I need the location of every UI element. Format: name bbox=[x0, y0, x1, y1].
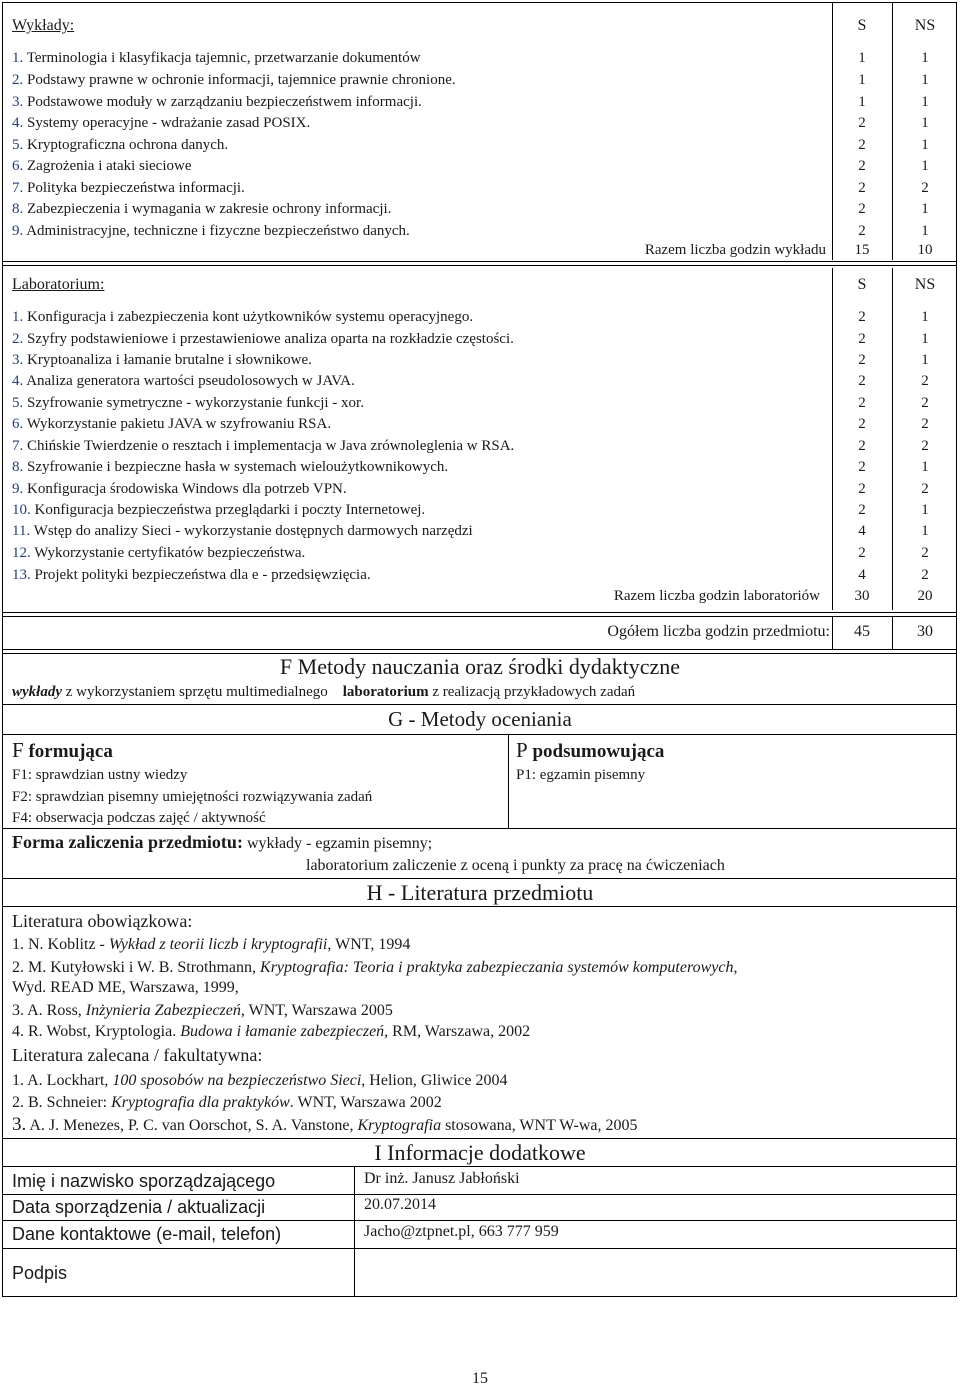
lecture-ns: 1 bbox=[921, 94, 929, 110]
lectures-total-label: Razem liczba godzin wykładu bbox=[644, 242, 826, 258]
lecture-ns: 1 bbox=[921, 223, 929, 239]
lecture-s: 2 bbox=[858, 158, 866, 174]
lab-s: 2 bbox=[858, 373, 866, 389]
optional-item-rest: stosowana, WNT W-wa, 2005 bbox=[441, 1117, 638, 1134]
p-word: podsumowująca bbox=[532, 741, 665, 762]
lab-ns: 2 bbox=[921, 373, 929, 389]
obligatory-item-rest: , RM, Warszawa, 2002 bbox=[384, 1023, 531, 1040]
lecture-ns: 1 bbox=[921, 158, 929, 174]
overall-sep-1 bbox=[832, 616, 833, 649]
lab-row bbox=[12, 394, 364, 412]
obligatory-item-lead: 2. M. Kutyłowski i W. B. Strothmann, bbox=[12, 959, 261, 976]
lab-text: Szyfrowanie symetryczne - wykorzystanie funkcji - xor. bbox=[27, 395, 364, 411]
lab-num: 1. bbox=[12, 309, 24, 325]
obligatory-item-title: Kryptografia: Teoria i praktyka zabezpieczania systemów komputerowych bbox=[260, 959, 734, 976]
lab-total-s: 30 bbox=[854, 588, 870, 604]
lab-text: Konfiguracja i zabezpieczenia kont użytkowników systemu operacyjnego. bbox=[27, 309, 474, 325]
lab-text: Szyfry podstawieniowe i przestawieniowe analiza oparta na rozkładzie częstości. bbox=[27, 331, 514, 347]
obligatory-item-title: Inżynieria Zabezpieczeń bbox=[85, 1002, 241, 1019]
f-item-2: F2: sprawdzian pisemny umiejętności rozwiązywania zadań bbox=[12, 789, 373, 805]
obligatory-item-rest: , bbox=[733, 959, 738, 976]
optional-item-title: 100 sposobów na bezpieczeństwo Sieci bbox=[112, 1072, 362, 1089]
lab-ns: 1 bbox=[921, 523, 929, 539]
lab-ns: 1 bbox=[921, 331, 929, 347]
lect-text: z wykorzystaniem sprzętu multimedialnego bbox=[65, 684, 328, 700]
info-value: 20.07.2014 bbox=[364, 1196, 436, 1213]
lab-ns: 2 bbox=[921, 481, 929, 497]
lab-num: 9. bbox=[12, 481, 24, 497]
forma-line2: laboratorium zaliczenie z oceną i punkty za pracę na ćwiczeniach bbox=[306, 857, 725, 874]
lecture-num: 4. bbox=[12, 115, 24, 131]
lecture-s: 2 bbox=[858, 137, 866, 153]
lab-s: 2 bbox=[858, 438, 866, 454]
lab-ns: 2 bbox=[921, 545, 929, 561]
hline-f bbox=[2, 704, 957, 705]
hline-i2 bbox=[2, 1166, 957, 1167]
lab-s: 4 bbox=[858, 523, 866, 539]
lectures-total-s: 15 bbox=[854, 242, 870, 258]
optional-item bbox=[12, 1115, 637, 1135]
lecture-row bbox=[12, 93, 422, 111]
lab-total-ns: 20 bbox=[917, 588, 933, 604]
lect-key: wykłady bbox=[12, 684, 62, 700]
obligatory-item bbox=[12, 1022, 530, 1041]
lectures-col-ns: NS bbox=[914, 17, 936, 34]
lab-row bbox=[12, 437, 514, 455]
optional-item-lead: A. J. Menezes, P. C. van Oorschot, S. A. Vanstone, bbox=[26, 1117, 358, 1134]
obligatory-item-lead: 4. R. Wobst, Kryptologia. bbox=[12, 1023, 181, 1040]
lab-text: Chińskie Twierdzenie o resztach i implementacja w Java zrównoleglenia w RSA. bbox=[27, 438, 515, 454]
lectures-col-s: S bbox=[857, 17, 867, 34]
lab-row bbox=[12, 544, 305, 562]
lab-s: 2 bbox=[858, 545, 866, 561]
col-sep-4 bbox=[892, 268, 893, 610]
optional-header: Literatura zalecana / fakultatywna: bbox=[12, 1045, 263, 1065]
overall-ns: 30 bbox=[917, 623, 933, 640]
obligatory-item bbox=[12, 958, 942, 977]
lecture-num: 1. bbox=[12, 50, 24, 66]
lab-row bbox=[12, 458, 448, 476]
lecture-text: Systemy operacyjne - wdrażanie zasad POSIX. bbox=[27, 115, 311, 131]
lectures-total-ns: 10 bbox=[917, 242, 933, 258]
optional-item-title: Kryptografia bbox=[357, 1117, 442, 1134]
hline-g2 bbox=[2, 828, 957, 829]
lecture-ns: 1 bbox=[921, 201, 929, 217]
hline-h2 bbox=[2, 906, 957, 907]
optional-item-lead: 1. A. Lockhart, bbox=[12, 1072, 113, 1089]
lab-ns: 2 bbox=[921, 438, 929, 454]
lecture-num: 2. bbox=[12, 72, 24, 88]
lecture-s: 2 bbox=[858, 180, 866, 196]
lab-s: 2 bbox=[858, 352, 866, 368]
lab-ns: 2 bbox=[921, 416, 929, 432]
lab-num: 6. bbox=[12, 416, 24, 432]
info-label: Dane kontaktowe (e-mail, telefon) bbox=[12, 1224, 282, 1244]
i-mid-sep bbox=[354, 1166, 355, 1296]
lecture-row bbox=[12, 222, 410, 240]
lab-total-label: Razem liczba godzin laboratoriów bbox=[613, 588, 820, 604]
lab-row bbox=[12, 501, 425, 519]
lab-row bbox=[12, 566, 371, 584]
lab-num: 2. bbox=[12, 331, 24, 347]
info-label: Podpis bbox=[12, 1263, 68, 1283]
lab-num: 4. bbox=[12, 373, 24, 389]
col-sep-3 bbox=[832, 268, 833, 610]
f-item-1: F1: sprawdzian ustny wiedzy bbox=[12, 767, 188, 783]
optional-item-title: Kryptografia dla praktyków bbox=[111, 1094, 290, 1111]
optional-item-num: 3. bbox=[12, 1114, 27, 1135]
overall-s: 45 bbox=[854, 623, 870, 640]
obligatory-item-lead: Wyd. READ ME, Warszawa, 1999, bbox=[12, 979, 239, 996]
f-word: formująca bbox=[28, 741, 113, 762]
lab-s: 2 bbox=[858, 459, 866, 475]
optional-item bbox=[12, 1093, 442, 1112]
info-value: Dr inż. Janusz Jabłoński bbox=[364, 1170, 520, 1187]
lab-num: 8. bbox=[12, 459, 24, 475]
lab-num: 7. bbox=[12, 438, 24, 454]
lecture-s: 1 bbox=[858, 94, 866, 110]
lecture-s: 1 bbox=[858, 50, 866, 66]
optional-item-rest: , Helion, Gliwice 2004 bbox=[361, 1072, 508, 1089]
lecture-text: Podstawy prawne w ochronie informacji, tajemnice prawnie chronione. bbox=[27, 72, 456, 88]
lecture-row bbox=[12, 114, 310, 132]
lab-s: 4 bbox=[858, 567, 866, 583]
lecture-text: Zabezpieczenia i wymagania w zakresie ochrony informacji. bbox=[27, 201, 392, 217]
section-h-title: H - Literatura przedmiotu bbox=[366, 880, 594, 905]
optional-item-lead: 2. B. Schneier: bbox=[12, 1094, 112, 1111]
lab-col-s: S bbox=[857, 276, 867, 293]
lecture-s: 2 bbox=[858, 115, 866, 131]
lecture-num: 6. bbox=[12, 158, 24, 174]
lab-header: Laboratorium: bbox=[12, 276, 105, 293]
hline-lect-end2 bbox=[2, 265, 957, 266]
hline-i bbox=[2, 1138, 957, 1139]
lecture-ns: 1 bbox=[921, 50, 929, 66]
lecture-ns: 1 bbox=[921, 137, 929, 153]
lecture-ns: 2 bbox=[921, 180, 929, 196]
lab-num: 3. bbox=[12, 352, 24, 368]
lab-text: Konfiguracja bezpieczeństwa przeglądarki i poczty Internetowej. bbox=[34, 502, 426, 518]
summative-header bbox=[516, 739, 664, 763]
obligatory-item-rest: , WNT, Warszawa 2005 bbox=[240, 1002, 393, 1019]
lab-text: Analiza generatora wartości pseudolosowych w JAVA. bbox=[26, 373, 355, 389]
forma-zaliczenia bbox=[12, 832, 432, 853]
info-label: Data sporządzenia / aktualizacji bbox=[12, 1197, 266, 1217]
lecture-num: 3. bbox=[12, 94, 24, 110]
optional-item-rest: . WNT, Warszawa 2002 bbox=[289, 1094, 442, 1111]
lab-text: Kryptoanaliza i łamanie brutalne i słownikowe. bbox=[27, 352, 312, 368]
lab-ns: 1 bbox=[921, 352, 929, 368]
lab-num: 13. bbox=[12, 567, 31, 583]
border-top bbox=[2, 2, 957, 3]
p-letter: P bbox=[516, 738, 528, 762]
lab-row bbox=[12, 372, 355, 390]
lab-s: 2 bbox=[858, 481, 866, 497]
hline-g bbox=[2, 734, 957, 735]
hline-lab-end bbox=[2, 612, 957, 613]
obligatory-item-lead: 3. A. Ross, bbox=[12, 1002, 86, 1019]
lab-text: z realizacją przykładowych zadań bbox=[432, 684, 636, 700]
lab-s: 2 bbox=[858, 502, 866, 518]
lab-key: laboratorium bbox=[342, 684, 429, 700]
lecture-s: 2 bbox=[858, 223, 866, 239]
hline-i-r2 bbox=[2, 1220, 957, 1221]
lab-num: 5. bbox=[12, 395, 24, 411]
section-f-title: F Metody nauczania oraz środki dydaktyczne bbox=[279, 654, 681, 679]
hline-lab-end2 bbox=[2, 616, 957, 617]
lectures-header: Wykłady: bbox=[12, 17, 75, 34]
border-bottom bbox=[2, 1296, 957, 1297]
page-number: 15 bbox=[472, 1370, 488, 1387]
lecture-num: 7. bbox=[12, 180, 24, 196]
lab-row bbox=[12, 415, 331, 433]
hline-h bbox=[2, 878, 957, 879]
formative-header bbox=[12, 739, 113, 763]
hline-overall bbox=[2, 649, 957, 650]
lab-ns: 2 bbox=[921, 395, 929, 411]
obligatory-item-title: Budowa i łamanie zabezpieczeń bbox=[180, 1023, 385, 1040]
lecture-text: Polityka bezpieczeństwa informacji. bbox=[27, 180, 245, 196]
lecture-text: Kryptograficzna ochrona danych. bbox=[27, 137, 229, 153]
lab-ns: 1 bbox=[921, 309, 929, 325]
forma-line1: wykłady - egzamin pisemny; bbox=[246, 835, 433, 852]
lecture-text: Terminologia i klasyfikacja tajemnic, przetwarzanie dokumentów bbox=[26, 50, 421, 66]
lecture-s: 2 bbox=[858, 201, 866, 217]
section-g-title: G - Metody oceniania bbox=[388, 707, 572, 731]
lab-text: Projekt polityki bezpieczeństwa dla e - przedsięwzięcia. bbox=[34, 567, 371, 583]
lab-s: 2 bbox=[858, 395, 866, 411]
lab-ns: 2 bbox=[921, 567, 929, 583]
hline-i-r1 bbox=[2, 1194, 957, 1195]
lab-text: Konfiguracja środowiska Windows dla potrzeb VPN. bbox=[27, 481, 347, 497]
lab-row bbox=[12, 480, 347, 498]
f-item-3: F4: obserwacja podczas zajęć / aktywność bbox=[12, 810, 266, 826]
lecture-ns: 1 bbox=[921, 72, 929, 88]
lecture-row bbox=[12, 200, 391, 218]
lecture-row bbox=[12, 71, 456, 89]
col-sep-1 bbox=[832, 2, 833, 260]
lab-row bbox=[12, 330, 514, 348]
lab-s: 2 bbox=[858, 309, 866, 325]
lab-text: Wykorzystanie certyfikatów bezpieczeństwa. bbox=[34, 545, 306, 561]
lecture-s: 1 bbox=[858, 72, 866, 88]
optional-item bbox=[12, 1071, 508, 1090]
lab-text: Wstęp do analizy Sieci - wykorzystanie dostępnych darmowych narzędzi bbox=[33, 523, 473, 539]
info-label: Imię i nazwisko sporządzającego bbox=[12, 1171, 276, 1191]
hline-i-r3 bbox=[2, 1248, 957, 1249]
overall-sep-2 bbox=[892, 616, 893, 649]
obligatory-item-rest: , WNT, 1994 bbox=[327, 936, 411, 953]
lab-num: 12. bbox=[12, 545, 31, 561]
lecture-num: 8. bbox=[12, 201, 24, 217]
f-letter: F bbox=[12, 738, 24, 762]
lecture-text: Zagrożenia i ataki sieciowe bbox=[27, 158, 192, 174]
obligatory-header: Literatura obowiązkowa: bbox=[12, 911, 193, 931]
lab-col-ns: NS bbox=[914, 276, 936, 293]
lab-num: 11. bbox=[12, 523, 31, 539]
obligatory-item-title: Wykład z teorii liczb i kryptografii bbox=[108, 936, 328, 953]
lecture-row bbox=[12, 49, 421, 67]
hline-lect-end bbox=[2, 261, 957, 262]
lab-ns: 1 bbox=[921, 502, 929, 518]
lab-text: Wykorzystanie pakietu JAVA w szyfrowaniu RSA. bbox=[26, 416, 332, 432]
obligatory-item-lead: 1. N. Koblitz - bbox=[12, 936, 109, 953]
lecture-row bbox=[12, 179, 245, 197]
teaching-methods bbox=[12, 683, 635, 701]
lecture-row bbox=[12, 136, 228, 154]
section-i-title: I Informacje dodatkowe bbox=[374, 1140, 586, 1165]
lecture-ns: 1 bbox=[921, 115, 929, 131]
info-value: Jacho@ztpnet.pl, 663 777 959 bbox=[364, 1223, 559, 1240]
lab-s: 2 bbox=[858, 416, 866, 432]
lecture-num: 9. bbox=[12, 223, 24, 239]
obligatory-item bbox=[12, 935, 410, 954]
col-sep-2 bbox=[892, 2, 893, 260]
lab-row bbox=[12, 351, 312, 369]
lab-row bbox=[12, 308, 473, 326]
lab-row bbox=[12, 522, 473, 540]
lab-ns: 1 bbox=[921, 459, 929, 475]
lecture-text: Podstawowe moduły w zarządzaniu bezpieczeństwem informacji. bbox=[27, 94, 422, 110]
g-mid-sep bbox=[508, 734, 509, 829]
p-item-1: P1: egzamin pisemny bbox=[516, 767, 646, 783]
lecture-num: 5. bbox=[12, 137, 24, 153]
obligatory-item bbox=[12, 1001, 393, 1020]
overall-label: Ogółem liczba godzin przedmiotu: bbox=[607, 623, 830, 640]
lab-s: 2 bbox=[858, 331, 866, 347]
lecture-text: Administracyjne, techniczne i fizyczne bezpieczeństwo danych. bbox=[26, 223, 410, 239]
obligatory-item bbox=[12, 978, 239, 997]
lecture-row bbox=[12, 157, 192, 175]
lab-text: Szyfrowanie i bezpieczne hasła w systemach wieloużytkownikowych. bbox=[27, 459, 449, 475]
lab-num: 10. bbox=[12, 502, 31, 518]
forma-label: Forma zaliczenia przedmiotu: bbox=[12, 832, 243, 852]
